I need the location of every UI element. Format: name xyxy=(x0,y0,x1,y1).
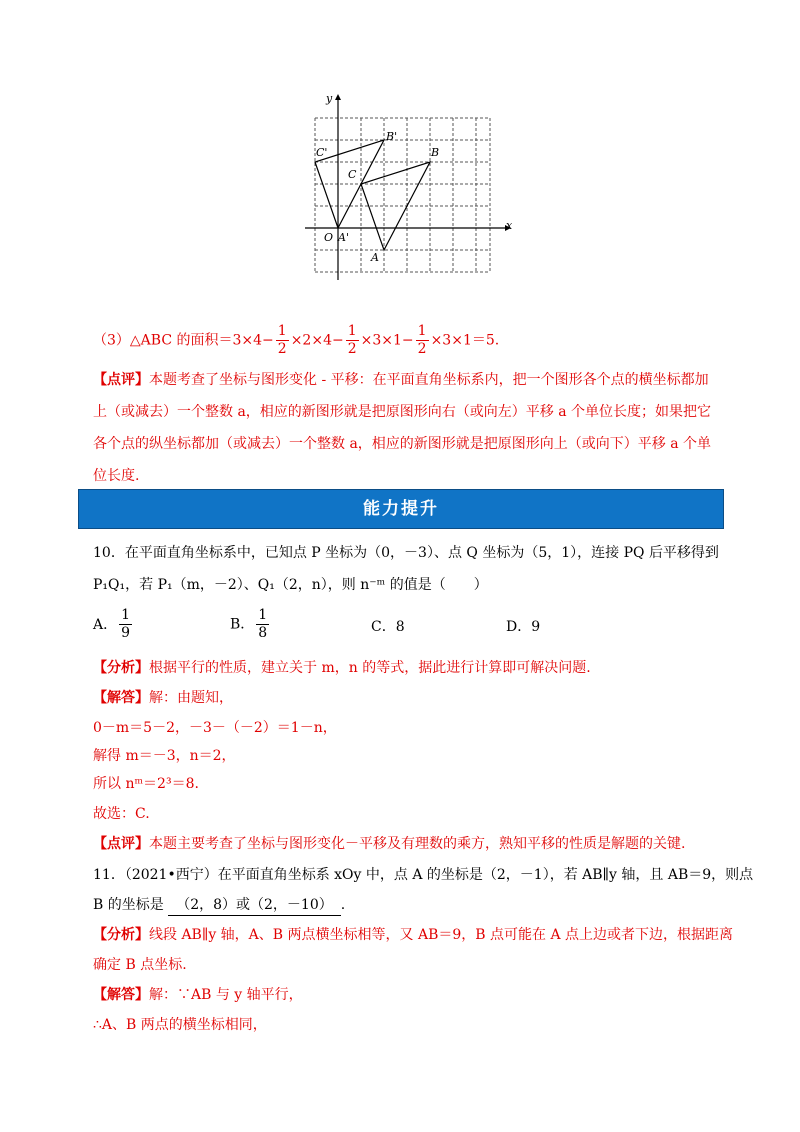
part3-frac2 xyxy=(346,323,359,358)
q10-answer xyxy=(93,688,233,708)
label-b: B xyxy=(431,146,440,159)
part3-line xyxy=(93,323,499,358)
comment1-line2: 上（或减去）一个整数 a，相应的新图形就是把原图形向右（或向左）平移 a 个单位长度；如果把它 xyxy=(93,404,712,420)
analysis-tag: 【分析】 xyxy=(93,660,149,676)
q11-analysis1 xyxy=(93,925,733,945)
q11-line1: 11．（2021•西宁）在平面直角坐标系 xOy 中，点 A 的坐标是（2，－1），若 AB∥y 轴，且 AB＝9，则点 xyxy=(93,867,754,883)
analysis-text: 线段 AB∥y 轴，A、B 两点横坐标相等，又 AB＝9，B 点可能在 A 点上边或者下边，根据距离 xyxy=(149,927,734,943)
frac-den: 9 xyxy=(121,625,131,641)
q10-step2: 解得 m＝－3，n＝2， xyxy=(93,748,236,764)
frac-den: 8 xyxy=(258,625,268,641)
q10-step3: 所以 nᵐ＝2³＝8. xyxy=(93,776,199,792)
frac-den: 2 xyxy=(347,341,357,357)
translation-figure xyxy=(300,90,520,285)
answer-text: 解：∵AB 与 y 轴平行， xyxy=(149,987,303,1003)
label-x: x xyxy=(506,219,513,232)
answer-text: 解：由题知， xyxy=(149,690,233,706)
frac-num: 1 xyxy=(258,607,268,623)
label-c-prime: C' xyxy=(316,146,328,159)
label-b-prime: B' xyxy=(386,130,398,143)
option-b-frac xyxy=(256,607,269,642)
frac-den: 2 xyxy=(417,341,427,357)
label-o: O xyxy=(324,231,334,244)
section-banner: 能力提升 xyxy=(78,489,724,529)
q11-prefix: B 的坐标是 xyxy=(93,897,164,913)
comment-text: 本题主要考查了坐标与图形变化－平移及有理数的乘方，熟知平移的性质是解题的关键. xyxy=(149,836,686,852)
q11-suffix: . xyxy=(340,897,346,913)
q10-analysis xyxy=(93,658,591,678)
comment-tag: 【点评】 xyxy=(93,372,149,388)
comment1-line1 xyxy=(93,370,709,390)
part3-frac1 xyxy=(276,323,289,358)
frac-den: 2 xyxy=(277,341,287,357)
answer-tag: 【解答】 xyxy=(93,987,149,1003)
q10-options xyxy=(93,607,134,642)
analysis-tag: 【分析】 xyxy=(93,927,149,943)
part3-frac3 xyxy=(416,323,429,358)
q11-answer2: ∴A、B 两点的横坐标相同， xyxy=(93,1017,267,1033)
label-a: A xyxy=(371,251,379,264)
label-a-prime: A' xyxy=(338,231,349,244)
q11-analysis2: 确定 B 点坐标. xyxy=(93,957,187,973)
comment-tag: 【点评】 xyxy=(93,836,149,852)
q10-line1: 10．在平面直角坐标系中，已知点 P 坐标为（0，－3）、点 Q 坐标为（5，1），连接 PQ 后平移得到 xyxy=(93,545,719,561)
part3-suffix: ×3×1＝5. xyxy=(430,332,500,349)
option-a-label: A． xyxy=(93,616,118,633)
answer-tag: 【解答】 xyxy=(93,690,149,706)
q10-line2: P₁Q₁，若 P₁（m，－2）、Q₁（2，n），则 n⁻ᵐ 的值是（ ） xyxy=(93,577,488,593)
label-c: C xyxy=(348,168,357,181)
part3-prefix: （3）△ABC 的面积＝3×4− xyxy=(93,332,274,349)
grid xyxy=(315,118,490,272)
option-b[interactable] xyxy=(230,607,271,642)
option-a[interactable] xyxy=(93,607,134,641)
option-a-frac xyxy=(119,607,132,642)
q11-answer-blank[interactable]: （2，8）或（2，－10） xyxy=(168,895,341,916)
analysis-text: 根据平行的性质，建立关于 m，n 的等式，据此进行计算即可解决问题. xyxy=(149,660,591,676)
part3-mid1: ×2×4− xyxy=(290,332,344,349)
q11-answer1 xyxy=(93,985,303,1005)
frac-num: 1 xyxy=(121,607,131,623)
frac-num: 1 xyxy=(347,323,357,339)
q10-step1: 0－m＝5－2，－3－（－2）＝1－n， xyxy=(93,720,337,736)
option-d[interactable]: D．9 xyxy=(506,619,541,635)
q11-line2 xyxy=(93,895,345,916)
q10-comment xyxy=(93,834,685,854)
part3-mid2: ×3×1− xyxy=(360,332,414,349)
option-b-label: B． xyxy=(230,616,255,633)
comment1-line3: 各个点的纵坐标都加（或减去）一个整数 a，相应的新图形就是把原图形向上（或向下）平移 a 个单 xyxy=(93,436,712,452)
option-c[interactable]: C．8 xyxy=(371,619,405,635)
comment-text: 本题考查了坐标与图形变化 - 平移：在平面直角坐标系内，把一个图形各个点的横坐标都加 xyxy=(149,372,709,388)
q10-choice: 故选：C. xyxy=(93,806,150,822)
comment1-line4: 位长度. xyxy=(93,468,140,484)
frac-num: 1 xyxy=(277,323,287,339)
frac-num: 1 xyxy=(417,323,427,339)
label-y: y xyxy=(326,92,333,105)
